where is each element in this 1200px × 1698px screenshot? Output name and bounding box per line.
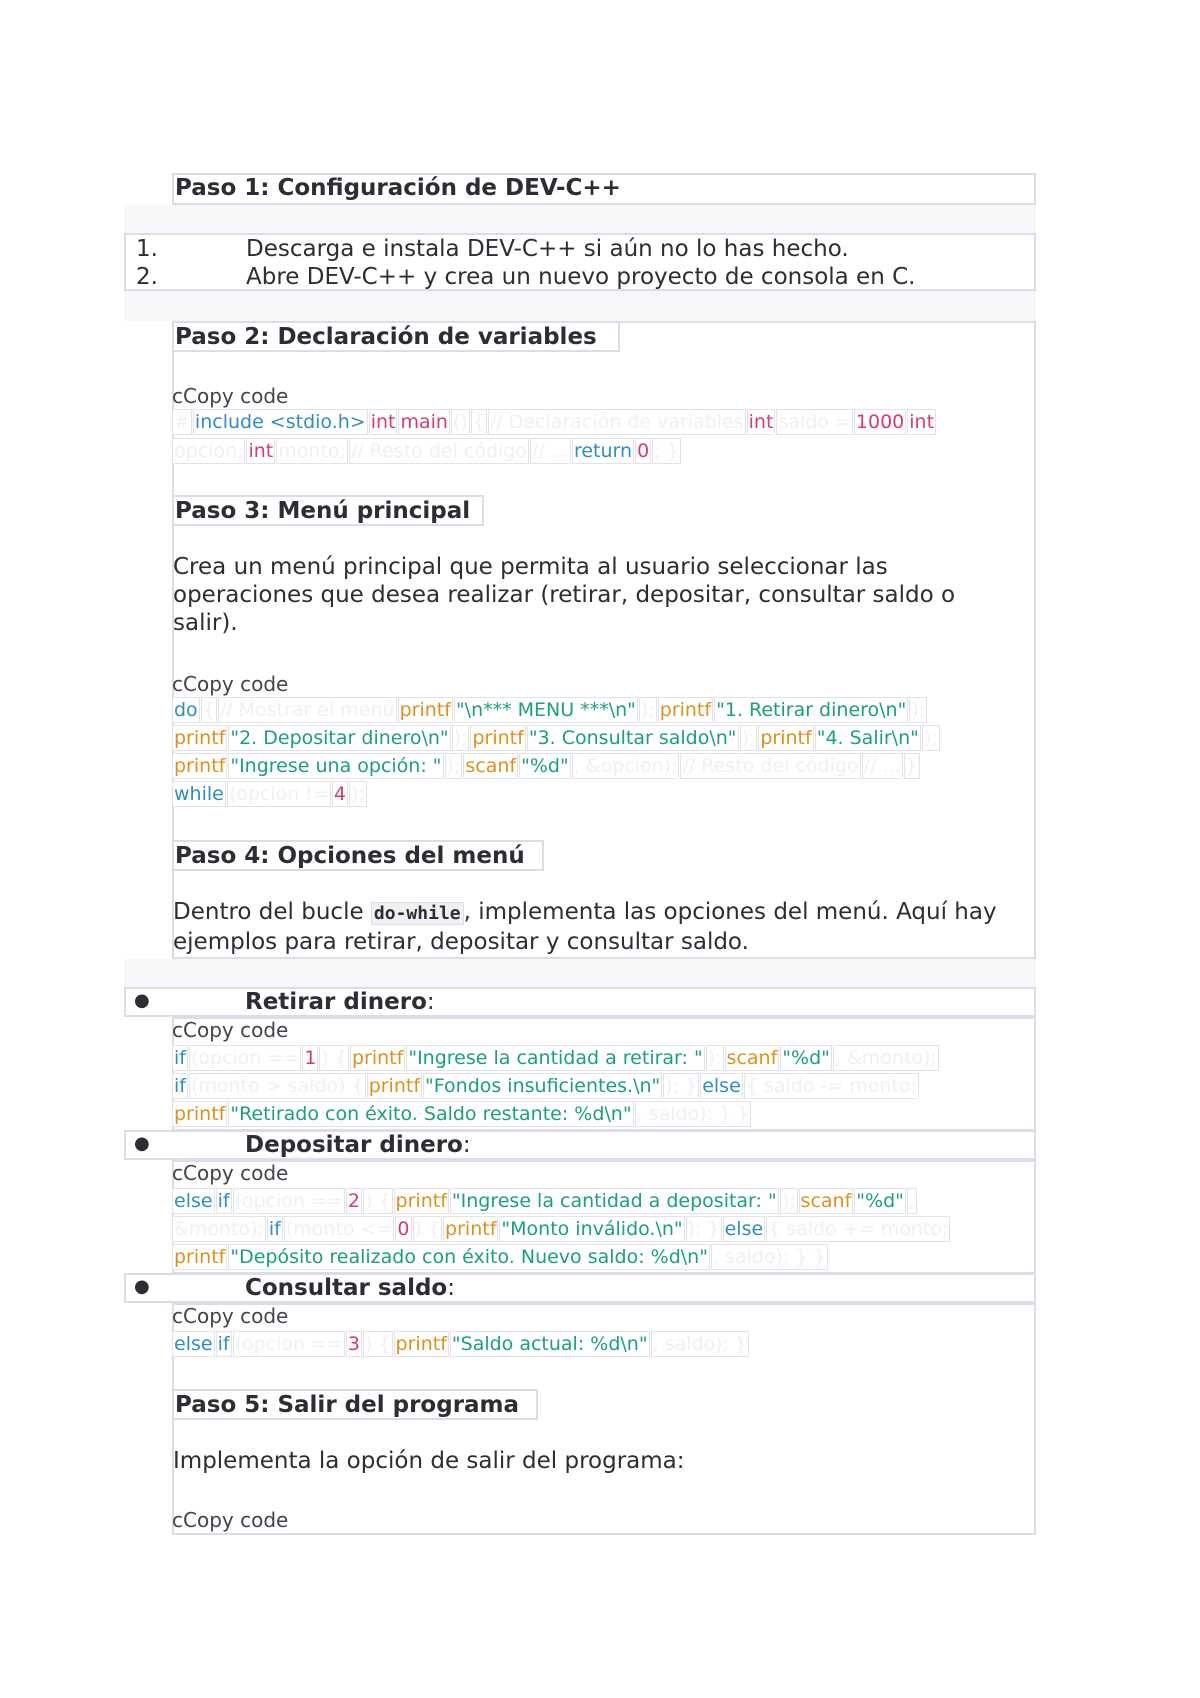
code-faded-token: { saldo += monto; [768, 1217, 949, 1240]
code-faded-token: ); } [665, 1074, 698, 1097]
code-line [172, 1330, 750, 1357]
code-faded-token: ); [351, 782, 365, 805]
paso4-text-before: Dentro del bucle [173, 899, 371, 925]
paso5-paragraph: Implementa la opción de salir del programa: [173, 1448, 685, 1474]
code-faded-token: () [452, 410, 468, 433]
code-faded-token: // ... [531, 439, 569, 462]
paso1-heading: Paso 1: Configuración de DEV-C++ [175, 175, 621, 201]
copy-code-button[interactable]: cCopy code [172, 1508, 289, 1532]
code-line [172, 1243, 829, 1270]
code-faded-token: ); [640, 698, 655, 721]
code-keyword: include <stdio.h> [194, 410, 366, 433]
code-function: printf [445, 1217, 497, 1240]
code-function: printf [174, 726, 226, 749]
code-faded-token: (monto > saldo) { [190, 1074, 364, 1097]
bullet-icon: ● [134, 1133, 150, 1154]
code-faded-token: { [472, 410, 485, 433]
bullet-icon: ● [134, 1276, 150, 1297]
paso3-paragraph: Crea un menú principal que permita al usuario seleccionar las operaciones que desea realizar (retirar, depositar, consultar saldo o salir). [173, 554, 956, 636]
code-faded-token: ) { [414, 1217, 441, 1240]
code-type: int [370, 410, 396, 433]
code-faded-token: , saldo); } [652, 1332, 748, 1355]
copy-code-button[interactable]: cCopy code [172, 384, 289, 408]
code-function: printf [659, 698, 712, 721]
code-function: printf [174, 754, 226, 777]
code-faded-token: (opcion != [228, 782, 329, 805]
code-function: scanf [726, 1046, 778, 1069]
code-faded-token: { [202, 698, 215, 721]
code-faded-token: opcion; [174, 439, 244, 462]
code-string: "Monto inválido.\n" [501, 1217, 683, 1240]
code-string: "3. Consultar saldo\n" [528, 726, 737, 749]
code-faded-token: // Declaración de variables [489, 410, 744, 433]
code-function: printf [174, 1102, 226, 1125]
code-line [172, 724, 941, 751]
code-faded-token: ) { [321, 1046, 347, 1069]
code-faded-token: ); [911, 698, 926, 721]
bullet-icon: ● [134, 990, 150, 1011]
code-faded-token: # [174, 410, 190, 433]
code-faded-token: ); } [687, 1217, 720, 1240]
code-faded-token: // Mostrar el menú [219, 698, 395, 721]
paso4-text-after: , implementa las opciones del menú. Aquí hay ejemplos para retirar, depositar y consultar saldo. [173, 899, 997, 955]
code-faded-token: (opcion == [234, 1189, 343, 1212]
code-faded-token: // Resto del código [350, 439, 527, 462]
list-item-text: Descarga e instala DEV-C++ si aún no lo has hecho. [246, 236, 849, 262]
code-string: "%d" [521, 754, 569, 777]
code-faded-token: (monto <= [285, 1217, 393, 1240]
code-string: "%d" [856, 1189, 904, 1212]
code-function: printf [174, 1245, 226, 1268]
code-function: scanf [800, 1189, 852, 1212]
code-type: int [748, 410, 774, 433]
code-faded-token: } [905, 754, 918, 777]
code-string: "%d" [782, 1046, 830, 1069]
code-faded-token: // Resto del código [682, 754, 859, 777]
bullet-title [245, 988, 435, 1016]
code-string: "1. Retirar dinero\n" [716, 698, 907, 721]
copy-code-button[interactable]: cCopy code [172, 672, 289, 696]
code-faded-token: (opcion == [190, 1046, 300, 1069]
paso5-heading: Paso 5: Salir del programa [175, 1392, 520, 1418]
code-number: 2 [347, 1189, 360, 1212]
code-faded-token: // ... [863, 754, 901, 777]
copy-code-button[interactable]: cCopy code [172, 1018, 289, 1042]
code-line [172, 752, 921, 779]
code-keyword: if [268, 1217, 281, 1240]
code-number: 4 [333, 782, 347, 805]
section-divider [124, 205, 1036, 233]
code-faded-token: { saldo -= monto; [745, 1074, 917, 1097]
code-function: scanf [465, 754, 517, 777]
code-keyword: else [724, 1217, 764, 1240]
code-number: 0 [637, 439, 650, 462]
code-string: "Fondos insuficientes.\n" [425, 1074, 661, 1097]
code-line [172, 1187, 918, 1214]
code-keyword: if [217, 1189, 230, 1212]
code-faded-token: ) { [365, 1332, 391, 1355]
code-line [172, 437, 682, 464]
code-faded-token: , &monto); [834, 1046, 937, 1069]
code-function: printf [351, 1046, 404, 1069]
bullet-title-bold: Depositar dinero [245, 1132, 463, 1158]
code-type: main [400, 410, 448, 433]
paso4-heading: Paso 4: Opciones del menú [175, 843, 525, 869]
code-string: "Ingrese la cantidad a retirar: " [408, 1046, 703, 1069]
bullet-colon: : [426, 989, 435, 1015]
code-line [172, 1072, 920, 1099]
code-function: printf [395, 1332, 447, 1355]
bullet-colon: : [462, 1132, 471, 1158]
code-function: printf [368, 1074, 421, 1097]
code-faded-token: ) { [365, 1189, 391, 1212]
code-function: printf [472, 726, 524, 749]
code-faded-token: , saldo); } } [712, 1245, 826, 1268]
code-faded-token: ); [707, 1046, 722, 1069]
code-keyword: else [174, 1189, 213, 1212]
code-keyword: if [174, 1046, 186, 1069]
code-string: "Saldo actual: %d\n" [451, 1332, 648, 1355]
code-faded-token: saldo = [778, 410, 851, 433]
code-string: "Retirado con éxito. Saldo restante: %d\n" [230, 1102, 632, 1125]
code-number: 1 [304, 1046, 317, 1069]
code-faded-token: , &opcion); [573, 754, 678, 777]
code-keyword: do [174, 698, 198, 721]
code-faded-token: &monto); [174, 1217, 264, 1240]
code-faded-token: ); [453, 726, 468, 749]
code-faded-token: (opcion == [234, 1332, 343, 1355]
code-keyword: if [174, 1074, 186, 1097]
code-function: printf [760, 726, 812, 749]
code-line [172, 408, 937, 435]
code-function: printf [395, 1189, 447, 1212]
bullet-title-bold: Consultar saldo [245, 1275, 448, 1301]
code-faded-token: monto; [278, 439, 346, 462]
code-type: int [909, 410, 935, 433]
code-line [172, 1100, 752, 1127]
code-line [172, 780, 368, 807]
code-faded-token: ; } [654, 439, 679, 462]
code-faded-token: ); [923, 726, 938, 749]
paso2-heading: Paso 2: Declaración de variables [175, 324, 597, 350]
bullet-title [245, 1274, 455, 1302]
inline-code: do-while [371, 902, 464, 925]
code-keyword: else [174, 1332, 213, 1355]
code-keyword: else [702, 1074, 741, 1097]
code-string: "4. Salir\n" [816, 726, 919, 749]
code-string: "Ingrese la cantidad a depositar: " [451, 1189, 777, 1212]
code-function: printf [399, 698, 451, 721]
code-keyword: return [573, 439, 633, 462]
code-faded-token: , saldo); } } [636, 1102, 750, 1125]
code-faded-token: ); [741, 726, 756, 749]
code-line [172, 696, 928, 723]
code-faded-token: ); [446, 754, 461, 777]
list-item [136, 235, 849, 263]
code-keyword: while [174, 782, 224, 805]
code-keyword: if [217, 1332, 230, 1355]
code-faded-token: , [908, 1189, 915, 1212]
code-number: 0 [397, 1217, 410, 1240]
bullet-title [245, 1131, 471, 1159]
list-item-number: 1. [136, 236, 158, 262]
section-divider [124, 959, 1036, 987]
code-line [172, 1044, 940, 1071]
code-string: "2. Depositar dinero\n" [230, 726, 449, 749]
copy-code-button[interactable]: cCopy code [172, 1161, 289, 1185]
code-string: "Depósito realizado con éxito. Nuevo saldo: %d\n" [230, 1245, 708, 1268]
list-item-number: 2. [136, 264, 158, 290]
code-line [172, 1215, 951, 1242]
bullet-title-bold: Retirar dinero [245, 989, 427, 1015]
paso3-heading: Paso 3: Menú principal [175, 498, 471, 524]
code-number: 1000 [855, 410, 905, 433]
bullet-colon: : [447, 1275, 455, 1301]
list-item [136, 263, 915, 291]
list-item-text: Abre DEV-C++ y crea un nuevo proyecto de consola en C. [246, 264, 916, 290]
code-string: "\n*** MENU ***\n" [455, 698, 636, 721]
code-number: 3 [347, 1332, 360, 1355]
code-type: int [248, 439, 274, 462]
code-string: "Ingrese una opción: " [230, 754, 442, 777]
section-divider [124, 291, 1036, 321]
code-faded-token: ); [781, 1189, 796, 1212]
paso4-paragraph [173, 898, 1021, 956]
copy-code-button[interactable]: cCopy code [172, 1304, 289, 1328]
